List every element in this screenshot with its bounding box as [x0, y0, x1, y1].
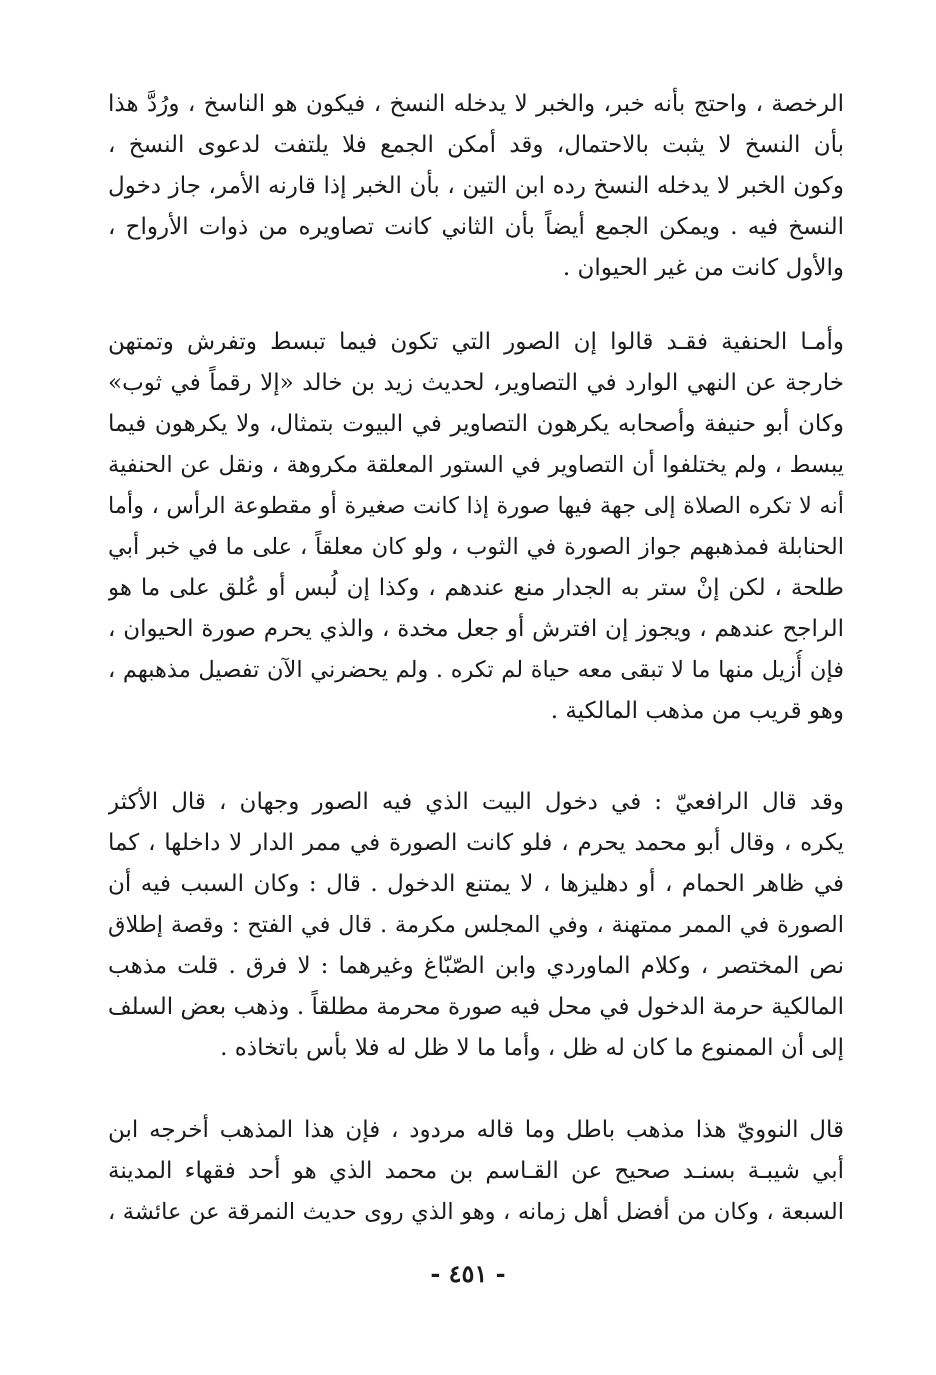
text-line: وكان أبو حنيفة وأصحابه يكرهون التصاوير في البيوت بتمثال، ولا يكرهون فيما	[108, 411, 844, 437]
text-line: يكره ، وقال أبو محمد يحرم ، فلو كانت الصورة في ممر الدار لا داخلها ، كما	[108, 830, 844, 856]
text-line: فإن أُزيل منها ما لا تبقى معه حياة لم تكره . ولم يحضرني الآن تفصيل مذهبهم ،	[108, 657, 844, 683]
text-line: المالكية حرمة الدخول في محل فيه صورة محرمة مطلقاً . وذهب بعض السلف	[108, 994, 844, 1020]
text-line: الراجح عندهم ، ويجوز إن افترش أو جعل مخدة ، والذي يحرم صورة الحيوان ،	[108, 616, 844, 642]
text-line: خارجة عن النهي الوارد في التصاوير، لحديث زيد بن خالد «إلا رقماً في ثوب»	[108, 370, 844, 396]
page-number: - ٤٥١ -	[430, 1259, 506, 1288]
text-line: وقد قال الرافعيّ : في دخول البيت الذي فيه الصور وجهان ، قال الأكثر	[108, 789, 844, 815]
text-line: أبي شيبـة بسنـد صحيح عن القـاسم بن محمد الذي هو أحد فقهاء المدينة	[108, 1158, 844, 1184]
text-line: وكون الخبر لا يدخله النسخ رده ابن التين ، بأن الخبر إذا قارنه الأمر، جاز دخول	[108, 173, 844, 199]
text-line: أنه لا تكره الصلاة إلى جهة فيها صورة إذا كانت صغيرة أو مقطوعة الرأس ، وأما	[108, 493, 844, 519]
text-line: يبسط ، ولم يختلفوا أن التصاوير في الستور المعلقة مكروهة ، ونقل عن الحنفية	[108, 452, 844, 478]
text-line: السبعة ، وكان من أفضل أهل زمانه ، وهو الذي روى حديث النمرقة عن عائشة ،	[108, 1199, 844, 1225]
paragraph-1	[108, 84, 844, 289]
paragraph-2	[108, 322, 844, 732]
text-line: والأول كانت من غير الحيوان .	[562, 255, 844, 281]
text-line: طلحة ، لكن إنْ ستر به الجدار منع عندهم ، وكذا إن لُبس أو عُلق على ما هو	[108, 575, 844, 601]
text-line: النسخ فيه . ويمكن الجمع أيضاً بأن الثاني كانت تصاويره من ذوات الأرواح ،	[108, 214, 844, 240]
text-line: الحنابلة فمذهبهم جواز الصورة في الثوب ، ولو كان معلقاً ، على ما في خبر أبي	[108, 534, 844, 560]
paragraph-4	[108, 1110, 844, 1233]
text-line: إلى أن الممنوع ما كان له ظل ، وأما ما لا ظل له فلا بأس باتخاذه .	[220, 1035, 844, 1061]
text-line: بأن النسخ لا يثبت بالاحتمال، وقد أمكن الجمع فلا يلتفت لدعوى النسخ ،	[108, 132, 844, 158]
text-line: نص المختصر ، وكلام الماوردي وابن الصّبّاغ وغيرهما : لا فرق . قلت مذهب	[108, 953, 844, 979]
paragraph-3	[108, 782, 844, 1069]
text-line: قال النوويّ هذا مذهب باطل وما قاله مردود ، فإن هذا المذهب أخرجه ابن	[108, 1117, 844, 1143]
text-line: وأمـا الحنفية فقـد قالوا إن الصور التي تكون فيما تبسط وتفرش وتمتهن	[108, 329, 844, 355]
text-line: وهو قريب من مذهب المالكية .	[550, 698, 844, 724]
text-line: في ظاهر الحمام ، أو دهليزها ، لا يمتنع الدخول . قال : وكان السبب فيه أن	[108, 871, 844, 897]
text-line: الصورة في الممر ممتهنة ، وفي المجلس مكرمة . قال في الفتح : وقصة إطلاق	[108, 912, 844, 938]
text-line: الرخصة ، واحتج بأنه خبر، والخبر لا يدخله النسخ ، فيكون هو الناسخ ، ورُدَّ هذا	[108, 91, 844, 117]
